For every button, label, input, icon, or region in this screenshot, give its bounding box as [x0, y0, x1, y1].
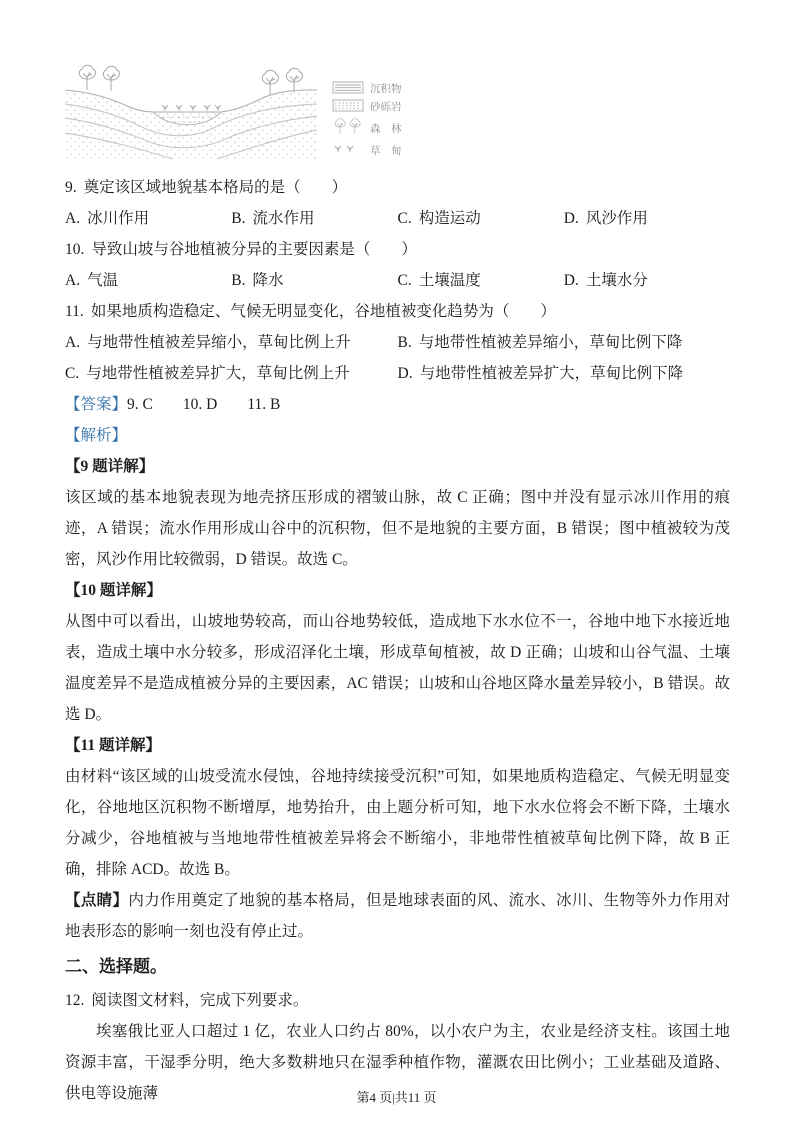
legend-forest-label: 森 林 [370, 123, 402, 135]
question-9-stem [65, 172, 730, 203]
valley-grass-icon [215, 105, 221, 111]
terrain-cross-section-figure [65, 60, 730, 164]
detail-heading-q11: 【11 题详解】 [65, 737, 162, 754]
option-label: B. [231, 210, 246, 227]
question-11-options [65, 327, 730, 389]
legend-gravel-symbol [333, 100, 363, 111]
legend-meadow-label: 草 甸 [370, 145, 402, 157]
answer-q10: 10. D [182, 396, 218, 413]
detail-paragraph-q9: 该区域的基本地貌表现为地壳挤压形成的褶皱山脉，故 C 正确；图中并没有显示冰川作用的痕迹，A 错误；流水作用形成山谷中的沉积物，但不是地貌的主要方面，B 错误；图中植被较为茂密，风沙作用比较微弱，D 错误。故选 C。 [65, 489, 730, 568]
detail-paragraph-q11: 由材料“该区域的山坡受流水侵蚀，谷地持续接受沉积”可知，如果地质构造稳定、气候无明显变化，谷地地区沉积物不断增厚，地势抬升，由上题分析可知，地下水水位将会不断下降，土壤水分减少，谷地植被与当地地带性植被差异将会不断缩小，非地带性植被草甸比例下降，故 B 正确，排除 ACD。故选 B。 [65, 768, 730, 878]
option-b [398, 327, 731, 358]
question-10-options [65, 265, 730, 296]
terrain-figure-svg [65, 60, 425, 164]
question-number: 11. [65, 303, 84, 320]
option-b [231, 265, 397, 296]
question-11-stem [65, 296, 730, 327]
legend-sediment-symbol [333, 82, 363, 93]
right-hill-tree-icon [262, 70, 278, 95]
question-10-stem [65, 234, 730, 265]
option-label: C. [65, 365, 80, 382]
question-number: 10. [65, 241, 85, 258]
page-footer [0, 1090, 793, 1106]
option-a [65, 203, 231, 234]
question-text: 奠定该区域地貌基本格局的是（ ） [83, 179, 348, 196]
option-label: A. [65, 210, 81, 227]
option-label: A. [65, 334, 81, 351]
option-label: B. [397, 334, 412, 351]
option-d [564, 203, 730, 234]
page-number-text: 第4 页|共11 页 [356, 1090, 437, 1105]
option-text: 冰川作用 [87, 210, 150, 227]
option-a [65, 327, 398, 358]
valley-grass-icon [176, 105, 182, 111]
option-text: 流水作用 [252, 210, 315, 227]
section-two-heading: 二、选择题。 [65, 957, 167, 976]
option-d [564, 265, 730, 296]
option-text: 与地带性植被差异缩小，草甸比例上升 [87, 334, 351, 351]
question-text: 导致山坡与谷地植被分异的主要因素是（ ） [91, 241, 417, 258]
option-text: 与地带性植被差异扩大，草甸比例上升 [86, 365, 350, 382]
left-hill-tree-icon [103, 66, 119, 91]
answer-q9: 9. C [127, 396, 153, 413]
legend-forest-symbol [335, 119, 360, 134]
question-number: 9. [65, 179, 77, 196]
option-text: 与地带性植被差异扩大，草甸比例下降 [419, 365, 684, 382]
option-text: 气温 [87, 272, 119, 289]
option-label: D. [563, 272, 579, 289]
valley-grass-icon [204, 105, 210, 111]
left-hill-tree-icon [79, 65, 95, 90]
option-label: D. [563, 210, 579, 227]
tip-label: 【点睛】 [65, 892, 129, 909]
valley-grass-icon [190, 105, 196, 111]
tip-paragraph [65, 885, 730, 947]
option-d [398, 358, 731, 389]
analysis-label: 【解析】 [65, 427, 128, 444]
option-text: 土壤水分 [585, 272, 648, 289]
question-9-options [65, 203, 730, 234]
legend-gravel-label: 砂砾岩 [370, 101, 402, 113]
valley-grass-icon [162, 105, 168, 111]
question-text: 如果地质构造稳定、气候无明显变化，谷地植被变化趋势为（ ） [90, 303, 556, 320]
option-text: 风沙作用 [585, 210, 648, 227]
figure-legend [333, 82, 402, 157]
option-text: 与地带性植被差异缩小，草甸比例下降 [418, 334, 683, 351]
detail-paragraph-q10: 从图中可以看出，山坡地势较高，而山谷地势较低，造成地下水水位不一，谷地中地下水接近地表，造成土壤中水分较多，形成沼泽化土壤，形成草甸植被，故 D 正确；山坡和山谷气温、土壤温度差异不是造成植被分异的主要因素，AC 错误；山坡和山谷地区降水量差异较小，B 错误。故选 D。 [65, 613, 730, 723]
right-hill-tree-icon [286, 68, 302, 93]
option-c [65, 358, 398, 389]
option-label: B. [231, 272, 246, 289]
option-text: 降水 [252, 272, 284, 289]
detail-heading-q9: 【9 题详解】 [65, 458, 155, 475]
answers-label: 【答案】 [65, 396, 128, 413]
option-text: 构造运动 [418, 210, 481, 227]
question-12-intro [65, 985, 730, 1016]
tip-text: 内力作用奠定了地貌的基本格局，但是地球表面的风、流水、冰川、生物等外力作用对地表形态的影响一刻也没有停止过。 [65, 892, 730, 940]
question-number: 12. [65, 992, 85, 1009]
answers-line [65, 389, 730, 420]
analysis-label-line [65, 420, 730, 451]
option-text: 土壤温度 [418, 272, 481, 289]
option-label: C. [397, 210, 412, 227]
option-b [231, 203, 397, 234]
answer-q11: 11. B [247, 396, 281, 413]
question-text: 阅读图文材料，完成下列要求。 [91, 992, 309, 1009]
question-12-material: 埃塞俄比亚人口超过 1 亿，农业人口约占 80%，以小农户为主，农业是经济支柱。该国土地资源丰富，干湿季分明，绝大多数耕地只在湿季种植作物，灌溉农田比例小；工业基础及道路、供电等设施薄 [65, 1023, 730, 1102]
option-label: C. [397, 272, 412, 289]
option-c [398, 265, 564, 296]
legend-sediment-label: 沉积物 [370, 83, 402, 95]
option-label: A. [65, 272, 81, 289]
option-label: D. [397, 365, 413, 382]
option-a [65, 265, 231, 296]
legend-meadow-symbol [335, 146, 353, 152]
option-c [398, 203, 564, 234]
detail-heading-q10: 【10 题详解】 [65, 582, 162, 599]
